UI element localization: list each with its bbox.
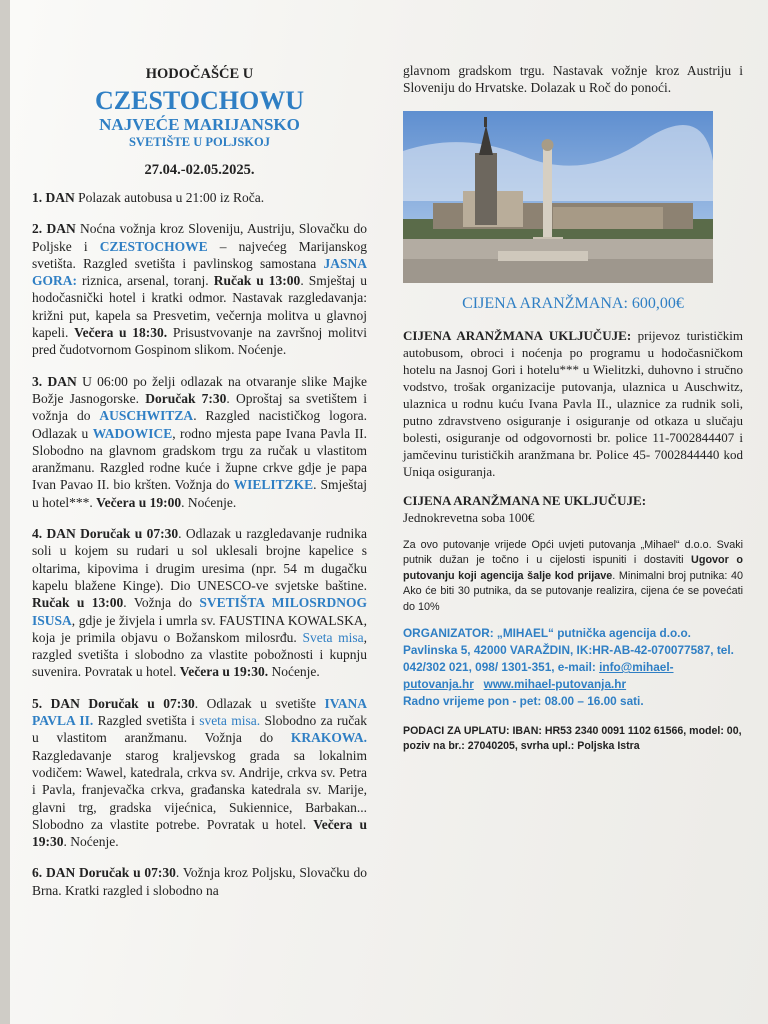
working-hours: Radno vrijeme pon - pet: 08.00 – 16.00 sati. (403, 694, 644, 709)
day-6-continued: glavnom gradskom trgu. Nastavak vožnje kroz Austriju i Sloveniju do Hrvatske. Dolazak u Roč do ponoći. (403, 63, 743, 96)
title-line-1: HODOČAŠĆE U (145, 66, 254, 82)
day-3: 3. DAN U 06:00 po želji odlazak na otvaranje slike Majke Božje Jasnogorske. Doručak 7:30. Oproštaj sa svetištem i vožnja do AUSCHWITZA. Razgled nacističkog logora. Odlazak u WADOWICE, rodno mjesta pape Ivana Pavla II. Slobodno na glavnom gradskom trgu za ručak u vlastitom aranžmanu. Razgled rodne kuće i župne crkve gdje je papa Ivan Pavao II. bio kršten. Vožnja do WIELITZKE. Smještaj u hotel***. Večera u 19:00. Noćenje. (32, 373, 368, 510)
day-5: 5. DAN Doručak u 07:30. Odlazak u svetište IVANA PAVLA II. Razgled svetišta i sveta misa. Slobodno za ručak u vlastitom aranžmanu. Vožnja do KRAKOWA. Razgledavanje starog kraljevskog grada sa lokalnim vodičem: Wawel, katedrala, crkva sv. Andrije, crkva sv. Petra i Pavla, franjevačka crkva, građanska katedrala sv. Marije, glavni trg, gradska vijećnica, Sukiennice, Barbakan... Slobodno za vlastite potrebe. Povratak u hotel. Večera u 19:30. Noćenje. (32, 695, 367, 850)
price-heading: CIJENA ARANŽMANA: 600,00€ (462, 294, 684, 312)
payment-details: PODACI ZA UPLATU: IBAN: HR53 2340 0091 1102 61566, model: 00, poziv na br.: 27040205, svrha upl.: Poljska Istra (403, 725, 742, 753)
title-subtitle-2: SVETIŠTE U POLJSKOJ (128, 135, 270, 149)
trip-dates: 27.04.-02.05.2025. (144, 162, 255, 178)
title-subtitle: NAJVEĆE MARIJANSKO (99, 115, 300, 134)
travel-conditions: Za ovo putovanje vrijede Opći uvjeti putovanja „Mihael“ d.o.o. Svaki putnik dužan je točno i u cijelosti ispuniti i dostaviti Ugovor o putovanju koji agencija šalje kod prijave. Minimalni broj putnika: 40 Ako će biti 30 putnika, da se putovanje realizira, cijena će se povećati do 10% (403, 538, 743, 613)
email-link[interactable]: info@mihael-putovanja.hr (403, 660, 674, 692)
title-destination: CZESTOCHOWU (94, 86, 304, 115)
day-1: 1. DAN Polazak autobusa u 21:00 iz Roča. (32, 190, 265, 205)
day-4: 4. DAN Doručak u 07:30. Odlazak u razgledavanje rudnika soli u kojem su rudari u sol uklesali brojne kapelice s oltarima, kipovima i drugim uresima (npr. 54 m dugačku kapelu blažene Kinge). Dio UNESCO-ve svjetske baštine. Ručak u 13:00. Vožnja do SVETIŠTA MILOSRDNOG ISUSA, gdje je živjela i umrla sv. FAUSTINA KOWALSKA, koja je primila objavu o Božanskom milosrđu. Sveta misa, razgled svetišta i slobodno za vlastite pobožnosti i kupnju suvenira. Povratak u hotel. Večera u 19:30. Noćenje. (32, 526, 368, 680)
price-includes: CIJENA ARANŽMANA UKLJUČUJE: prijevoz turističkim autobusom, obroci i noćenja po programu u hodočasničkom hotelu na Jasnoj Gori i hotelu*** u Wielitzki, duhovno i stručno vodstvo, trošak organizacije putovanja, ulaznica u Auschwitz, ulaznica u rodnu kuću Ivana Pavla II., ulaznice za rudnik soli, putno zdravstveno osiguranje i osiguranje od otkaza u slučaju bolesti, osiguranje od odgovornosti br. police 11-7002844407 i jamčevinu turističkih aranžmana br. Police 45- 7002844440 kod Uniqa osiguranja. (403, 327, 743, 479)
sanctuary-photo (403, 111, 713, 283)
document-page (10, 0, 768, 1024)
organizer-info: ORGANIZATOR: „MIHAEL“ putnička agencija d.o.o. Pavlinska 5, 42000 VARAŽDIN, IK:HR-AB-42-070077587, tel. 042/302 021, 098/ 1301-351, e-mail: info@mihael-putovanja.hr www.mihael-putovanja.hr Radno vrijeme pon - pet: 08.00 – 16.00 sati. (403, 626, 734, 709)
left-column (32, 62, 367, 913)
day-6: 6. DAN Doručak u 07:30. Vožnja kroz Poljsku, Slovačku do Brna. Kratki razgled i slobodno na (32, 865, 367, 898)
website-link[interactable]: www.mihael-putovanja.hr (483, 677, 627, 692)
day-2: 2. DAN Noćna vožnja kroz Sloveniju, Austriju, Slovačku do Poljske i CZESTOCHOWE – najvećeg Marijanskog svetišta. Razgled svetišta i pavlinskog samostana JASNA GORA: riznica, arsenal, toranj. Ručak u 13:00. Smještaj u hodočasnički hotel i kratki odmor. Nastavak razgledavanja: križni put, kapela sa Presvetim, večernja molitva u glavnoj kapeli. Večera u 18:30. Prisustvovanje na završnoj molitvi pred čudotvornom Gospinom slikom. Noćenje. (32, 221, 368, 358)
price-excludes: CIJENA ARANŽMANA NE UKLJUČUJE: Jednokrevetna soba 100€ (403, 492, 647, 525)
right-column (403, 62, 743, 765)
